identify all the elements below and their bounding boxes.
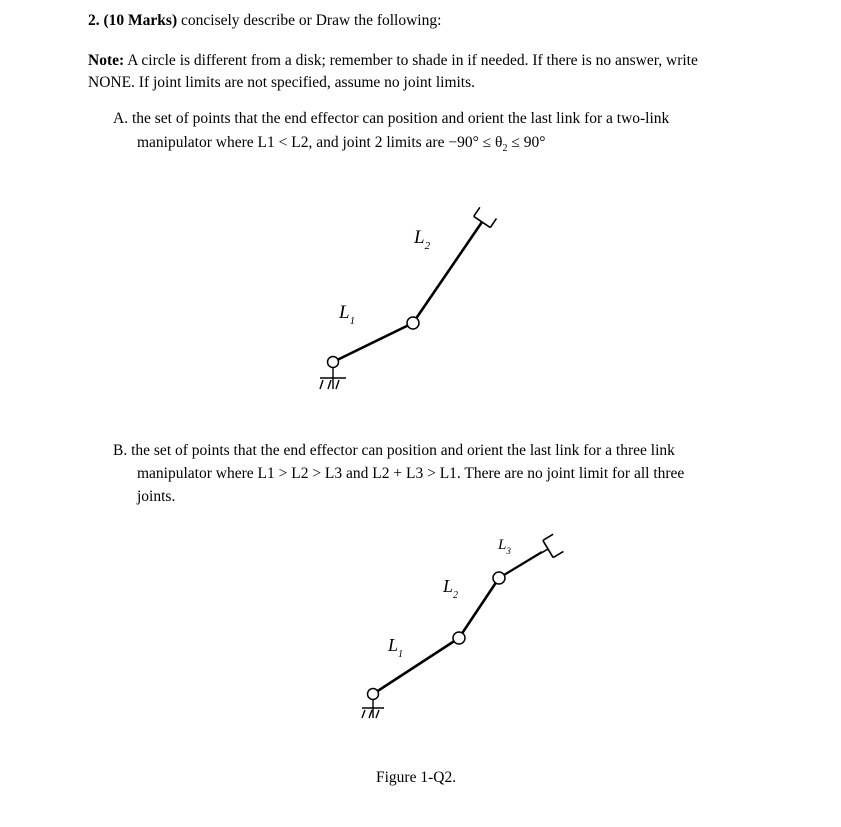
- part-b-letter: B.: [113, 442, 128, 459]
- figure-a-label-l1: $L_1$: [339, 302, 356, 327]
- figure-b-base-joint: [368, 689, 379, 700]
- part-b-text-1: the set of points that the end effector can position and orient the last link for a three link: [131, 442, 675, 459]
- question-marks: (10 Marks): [103, 12, 178, 29]
- figure-b-three-link: [362, 534, 563, 718]
- figure-b-link-2: [459, 578, 499, 638]
- figure-b-gripper-icon: [537, 534, 564, 561]
- figure-b-link-1: [373, 638, 459, 694]
- figure-b-joint-2: [453, 632, 465, 644]
- figure-a-ground-icon: [320, 367, 346, 389]
- part-b-line-2: manipulator where L1 > L2 > L3 and L2 + L3 > L1. There are no joint limit for all three: [137, 465, 685, 482]
- part-a-text-1: the set of points that the end effector can position and orient the last link for a two-link: [131, 110, 670, 127]
- figure-caption: Figure 1-Q2.: [376, 769, 457, 786]
- part-b-line-3: joints.: [137, 488, 176, 505]
- note-line-2: NONE. If joint limits are not specified, assume no joint limits.: [88, 74, 476, 91]
- figure-b-ground-icon: [362, 699, 384, 718]
- note-label: Note:: [88, 52, 125, 69]
- part-a-letter: A.: [113, 110, 129, 127]
- theta-subscript: 2: [502, 143, 508, 155]
- figure-a-label-l2: $L_2$: [414, 227, 431, 252]
- figure-a-link-1: [333, 323, 413, 362]
- figure-b-joint-3: [493, 572, 505, 584]
- figure-b-label-l3: $L_3$: [498, 537, 511, 556]
- figure-b-label-l2: $L_2$: [443, 576, 459, 601]
- note-text-1: A circle is different from a disk; remember to shade in if needed. If there is no answer, write: [127, 52, 698, 69]
- figure-a-joint-2: [407, 317, 419, 329]
- figure-a-gripper-icon: [469, 207, 496, 234]
- question-number: 2.: [88, 12, 100, 29]
- question-prompt: concisely describe or Draw the following:: [181, 12, 442, 29]
- figure-b-label-l1: $L_1$: [388, 635, 404, 660]
- joint-limit-expression: $-90^\circ \le \theta_2 \le 90^\circ$: [448, 134, 546, 155]
- part-a-text-2: manipulator where L1 < L2, and joint 2 limits are: [137, 134, 449, 151]
- figure-a-base-joint: [328, 357, 339, 368]
- figure-a-two-link: [320, 207, 496, 389]
